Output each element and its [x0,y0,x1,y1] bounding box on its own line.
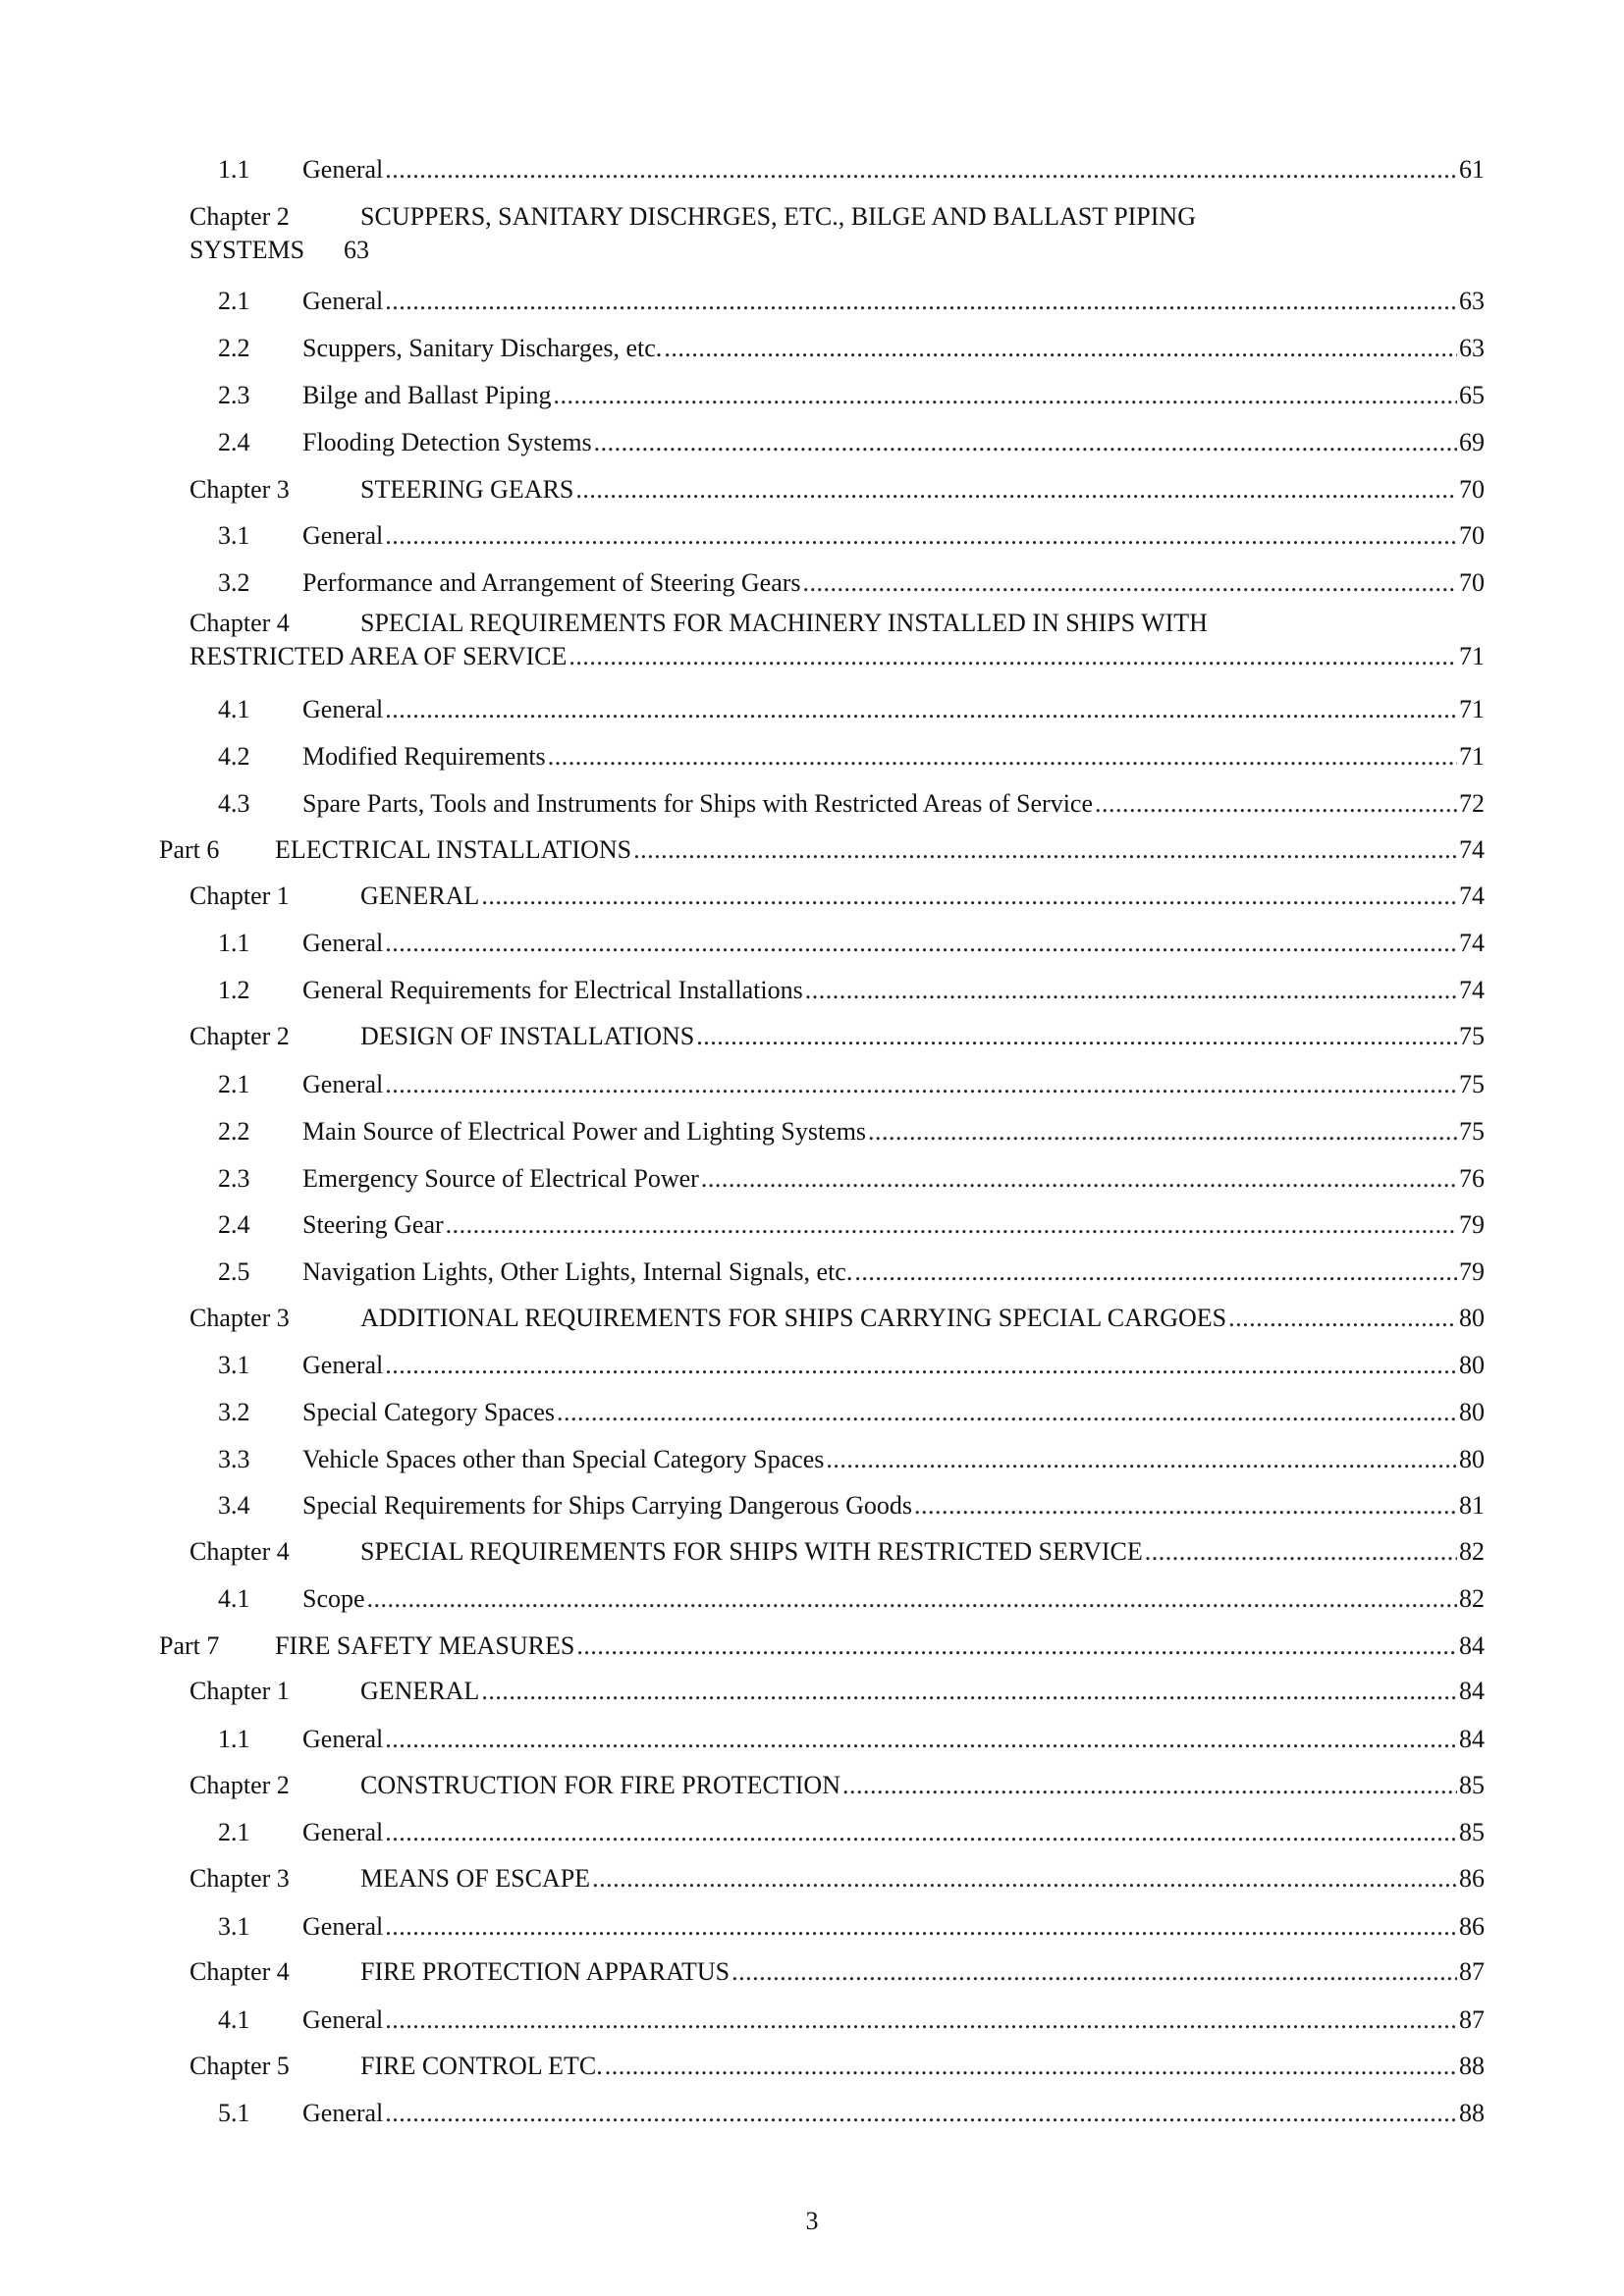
page-ref: 65 [1459,381,1485,409]
page-ref: 70 [1459,521,1485,550]
toc-entry[interactable] [218,781,1485,821]
dot-leader [842,1769,1457,1802]
section-number: 5.1 [218,2099,250,2127]
dot-leader [568,640,1457,673]
toc-entry-chapter[interactable] [189,1669,1485,1708]
toc-entry[interactable] [218,561,1485,600]
entry-title: General [302,1351,384,1379]
dot-leader [594,426,1457,459]
page-ref: 69 [1459,428,1485,456]
toc-entry-chapter[interactable] [189,1296,1485,1335]
page-ref: 80 [1459,1304,1485,1332]
page-ref: 63 [344,236,370,264]
section-number: 2.4 [218,428,250,456]
toc-entry[interactable] [218,1904,1485,1944]
section-number: 1.1 [218,929,250,957]
dot-leader [826,1443,1457,1476]
chapter-number: Chapter 4 [189,609,290,637]
entry-title: General [302,695,384,723]
toc-entry-part[interactable] [159,1624,1485,1663]
page-ref: 71 [1459,742,1485,771]
page-ref: 79 [1459,1257,1485,1286]
toc-entry[interactable] [218,2091,1485,2130]
chapter-number: Chapter 3 [189,1864,290,1893]
page-ref: 85 [1459,1771,1485,1799]
toc-entry[interactable] [218,513,1485,553]
toc-entry-chapter[interactable] [189,1014,1485,1053]
chapter-number: Chapter 2 [189,202,290,231]
dot-leader [385,153,1457,187]
page-ref: 81 [1459,1491,1485,1520]
entry-title: ADDITIONAL REQUIREMENTS FOR SHIPS CARRYING SPECIAL CARGOES [360,1304,1227,1332]
entry-title: Spare Parts, Tools and Instruments for Ships with Restricted Areas of Service [302,789,1094,818]
page-ref: 74 [1459,881,1485,910]
page-ref: 76 [1459,1164,1485,1193]
section-number: 1.1 [218,1725,250,1753]
dot-leader [554,379,1458,412]
entry-title-continued: RESTRICTED AREA OF SERVICE [189,642,568,670]
dot-leader [805,974,1457,1007]
toc-entry[interactable] [218,420,1485,459]
page-ref: 70 [1459,475,1485,504]
toc-entry[interactable] [218,326,1485,365]
section-number: 2.2 [218,1117,250,1146]
toc-entry-chapter[interactable] [189,1856,1485,1896]
section-number: 2.5 [218,1257,250,1286]
toc-entry[interactable] [218,734,1485,774]
section-number: 4.1 [218,2005,250,2034]
entry-title: General [302,2005,384,2034]
entry-title: Navigation Lights, Other Lights, Internal Signals, etc. [302,1257,853,1286]
dot-leader [385,693,1457,726]
toc-entry[interactable] [218,147,1485,187]
page-ref: 71 [1459,642,1485,670]
toc-entry[interactable] [218,1483,1485,1522]
entry-title: Main Source of Electrical Power and Lighting Systems [302,1117,867,1146]
page-number: 3 [805,2207,819,2235]
page-ref: 63 [1459,287,1485,315]
section-number: 3.3 [218,1445,250,1473]
entry-title: General [302,287,384,315]
toc-entry[interactable] [218,968,1485,1007]
dot-leader [803,566,1457,600]
page-ref: 82 [1459,1584,1485,1613]
entry-title: Special Requirements for Ships Carrying Dangerous Goods [302,1491,913,1520]
entry-title: DESIGN OF INSTALLATIONS [360,1022,695,1050]
section-number: 2.2 [218,334,250,362]
chapter-number: Chapter 5 [189,2052,290,2080]
dot-leader [868,1115,1457,1148]
dot-leader [446,1208,1457,1242]
entry-title: Scuppers, Sanitary Discharges, etc. [302,334,663,362]
entry-title: FIRE SAFETY MEASURES [275,1631,575,1660]
entry-title: General [302,2099,384,2127]
toc-entry[interactable] [218,373,1485,412]
dot-leader [633,833,1457,867]
entry-title: Emergency Source of Electrical Power [302,1164,699,1193]
section-number: 4.2 [218,742,250,771]
section-number: 4.3 [218,789,250,818]
page-ref: 71 [1459,695,1485,723]
chapter-number: Chapter 3 [189,1304,290,1332]
toc-entry-chapter[interactable] [189,200,1485,267]
entry-title: General Requirements for Electrical Installations [302,976,803,1004]
toc-entry[interactable] [218,1576,1485,1616]
entry-title: General [302,1818,384,1846]
dot-leader [914,1489,1457,1522]
section-number: 1.2 [218,976,250,1004]
entry-title: Flooding Detection Systems [302,428,592,456]
entry-title: MEANS OF ESCAPE [360,1864,591,1893]
page-ref: 80 [1459,1445,1485,1473]
entry-title: Modified Requirements [302,742,546,771]
dot-leader [385,1910,1457,1944]
page-ref: 75 [1459,1070,1485,1098]
dot-leader [1145,1535,1457,1569]
dot-leader [1228,1302,1457,1335]
toc-entry-chapter[interactable] [189,2044,1485,2083]
dot-leader [1095,787,1457,821]
page-ref: 82 [1459,1537,1485,1566]
entry-title: General [302,155,384,184]
section-number: 2.1 [218,1818,250,1846]
toc-entry[interactable] [218,1062,1485,1101]
page-ref: 63 [1459,334,1485,362]
toc-entry[interactable] [218,1250,1485,1289]
entry-title: Scope [302,1584,365,1613]
entry-title: Bilge and Ballast Piping [302,381,552,409]
entry-title: Vehicle Spaces other than Special Category Spaces [302,1445,825,1473]
chapter-number: Chapter 4 [189,1957,290,1986]
toc-entry-chapter[interactable] [189,1949,1485,1989]
page-ref: 74 [1459,929,1485,957]
page-ref: 72 [1459,789,1485,818]
toc-entry-chapter[interactable] [189,874,1485,913]
entry-title: FIRE PROTECTION APPARATUS [360,1957,731,1986]
entry-title: General [302,929,384,957]
page-ref: 85 [1459,1818,1485,1846]
toc-entry[interactable] [218,921,1485,960]
entry-title: ELECTRICAL INSTALLATIONS [275,835,632,864]
dot-leader [731,1955,1457,1989]
section-number: 3.2 [218,568,250,597]
dot-leader [385,519,1457,553]
entry-title: STEERING GEARS [360,475,574,504]
page-ref: 70 [1459,568,1485,597]
entry-title: SCUPPERS, SANITARY DISCHRGES, ETC., BILGE AND BALLAST PIPING [360,202,1196,231]
entry-title: SPECIAL REQUIREMENTS FOR MACHINERY INSTALLED IN SHIPS WITH [360,609,1208,637]
page-ref: 88 [1459,2099,1485,2127]
entry-title-continued: SYSTEMS [189,236,305,264]
section-number: 3.2 [218,1398,250,1426]
toc-entry[interactable] [218,1202,1485,1242]
dot-leader [385,1068,1457,1101]
dot-leader [385,1723,1457,1756]
toc-entry-chapter[interactable] [189,607,1485,673]
dot-leader [548,740,1457,774]
page-ref: 84 [1459,1725,1485,1753]
part-number: Part 7 [159,1631,220,1660]
page-ref: 74 [1459,835,1485,864]
toc-entry[interactable] [218,1437,1485,1476]
toc-entry[interactable] [218,1343,1485,1382]
page-ref: 86 [1459,1864,1485,1893]
section-number: 2.4 [218,1210,250,1239]
toc-entry-chapter[interactable] [189,1529,1485,1569]
entry-title: General [302,1070,384,1098]
page-ref: 84 [1459,1677,1485,1705]
dot-leader [385,1816,1457,1849]
chapter-number: Chapter 4 [189,1537,290,1566]
page-ref: 88 [1459,2052,1485,2080]
section-number: 2.1 [218,287,250,315]
page-ref: 84 [1459,1631,1485,1660]
page-ref: 61 [1459,155,1485,184]
dot-leader [605,2050,1457,2083]
entry-title: GENERAL [360,1677,480,1705]
dot-leader [385,2097,1457,2130]
section-number: 2.3 [218,381,250,409]
chapter-number: Chapter 2 [189,1022,290,1050]
part-number: Part 6 [159,835,220,864]
section-number: 3.4 [218,1491,250,1520]
toc-entry[interactable] [218,279,1485,318]
section-number: 1.1 [218,155,250,184]
entry-title: Steering Gear [302,1210,444,1239]
toc-entry[interactable] [218,1109,1485,1148]
section-number: 3.1 [218,1351,250,1379]
page-ref: 75 [1459,1117,1485,1146]
dot-leader [367,1582,1457,1616]
chapter-number: Chapter 2 [189,1771,290,1799]
entry-title: General [302,1912,384,1941]
dot-leader [592,1862,1457,1896]
toc-entry-part[interactable] [159,828,1485,867]
dot-leader [385,1349,1457,1382]
toc-entry[interactable] [218,687,1485,726]
entry-title: SPECIAL REQUIREMENTS FOR SHIPS WITH RESTRICTED SERVICE [360,1537,1143,1566]
dot-leader [701,1162,1457,1196]
page-ref: 87 [1459,1957,1485,1986]
section-number: 4.1 [218,1584,250,1613]
dot-leader [664,332,1457,365]
page-ref: 79 [1459,1210,1485,1239]
chapter-number: Chapter 3 [189,475,290,504]
entry-title: General [302,521,384,550]
dot-leader [385,285,1457,318]
chapter-number: Chapter 1 [189,881,290,910]
toc-entry-chapter[interactable] [189,467,1485,507]
toc-entry[interactable] [218,1717,1485,1756]
dot-leader [854,1255,1457,1289]
dot-leader [481,880,1457,913]
entry-title: General [302,1725,384,1753]
page-ref: 80 [1459,1398,1485,1426]
toc-entry-chapter[interactable] [189,1763,1485,1802]
section-number: 2.3 [218,1164,250,1193]
dot-leader [557,1396,1457,1429]
page-ref: 75 [1459,1022,1485,1050]
entry-title: Special Category Spaces [302,1398,556,1426]
page-ref: 86 [1459,1912,1485,1941]
entry-title: Performance and Arrangement of Steering Gears [302,568,801,597]
entry-title: GENERAL [360,881,480,910]
section-number: 3.1 [218,1912,250,1941]
entry-title: FIRE CONTROL ETC. [360,2052,603,2080]
page-ref: 74 [1459,976,1485,1004]
toc-entry[interactable] [218,1810,1485,1849]
toc-entry[interactable] [218,1998,1485,2037]
dot-leader [481,1675,1457,1708]
dot-leader [696,1020,1457,1053]
dot-leader [385,927,1457,960]
chapter-number: Chapter 1 [189,1677,290,1705]
dot-leader [575,473,1457,507]
page-ref: 80 [1459,1351,1485,1379]
section-number: 3.1 [218,521,250,550]
entry-title: CONSTRUCTION FOR FIRE PROTECTION [360,1771,840,1799]
section-number: 2.1 [218,1070,250,1098]
toc-entry[interactable] [218,1390,1485,1429]
dot-leader [576,1629,1457,1663]
toc-entry[interactable] [218,1156,1485,1196]
page-ref: 87 [1459,2005,1485,2034]
dot-leader [385,2003,1457,2037]
section-number: 4.1 [218,695,250,723]
